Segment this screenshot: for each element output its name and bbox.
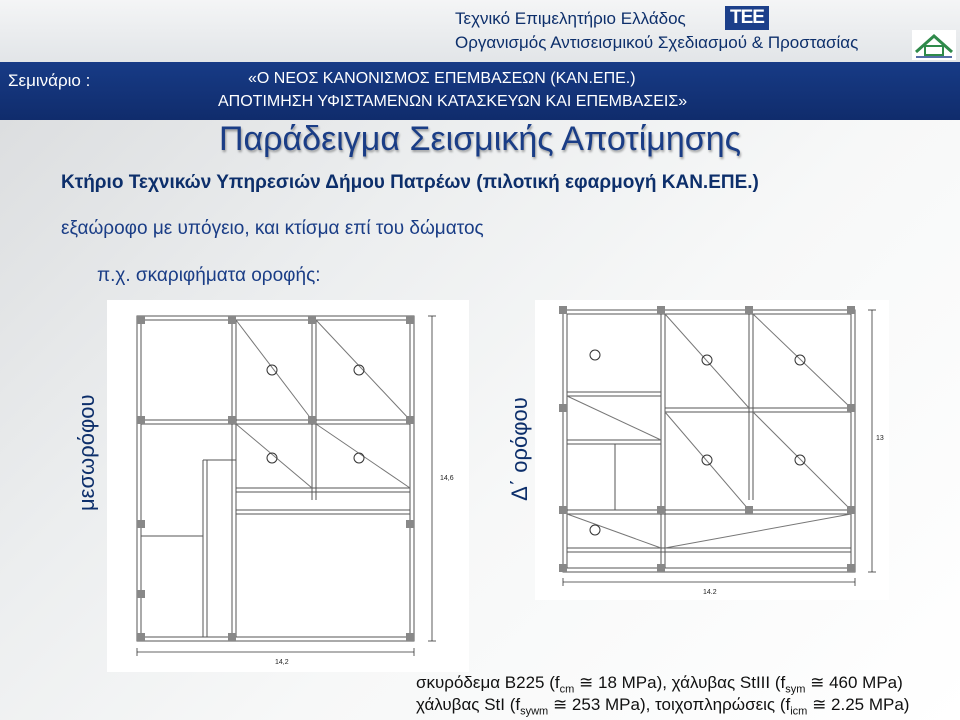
org-name: Τεχνικό Επιμελητήριο Ελλάδος	[455, 9, 686, 28]
steel-sti-text: χάλυβας StI (f	[416, 695, 521, 714]
mezzanine-width-dim: 14,2	[275, 659, 289, 666]
mezzanine-plan-drawing	[107, 300, 469, 672]
mezzanine-ceiling-plan	[107, 300, 469, 672]
concrete-text: σκυρόδεμα B225 (f	[416, 673, 560, 692]
fcm-subscript: cm	[559, 683, 575, 696]
infill-value: ≅ 2.25 MPa)	[807, 695, 910, 714]
fourth-floor-plan-drawing	[535, 300, 889, 600]
seminar-title-line1: «Ο ΝΕΟΣ ΚΑΝΟΝΙΣΜΟΣ ΕΠΕΜΒΑΣΕΩΝ (ΚΑΝ.ΕΠΕ.)	[248, 70, 636, 87]
oasp-logo-icon	[912, 30, 956, 60]
fourth-floor-width-dim: 14.2	[703, 589, 717, 596]
tee-logo: ΤΕΕ	[725, 6, 769, 30]
materials-line2	[416, 695, 909, 717]
storey-description: εξαώροφο με υπόγειο, και κτίσμα επί του δώματος	[61, 218, 484, 239]
building-description: Κτήριο Τεχνικών Υπηρεσιών Δήμου Πατρέων (πιλοτική εφαρμογή ΚΑΝ.ΕΠΕ.)	[61, 172, 759, 193]
fourth-floor-label: Δ΄ ορόφου	[507, 397, 532, 501]
seminar-title-line2: ΑΠΟΤΙΜΗΣΗ ΥΦΙΣΤΑΜΕΝΩΝ ΚΑΤΑΣΚΕΥΩΝ ΚΑΙ ΕΠΕΜΒΑΣΕΙΣ»	[218, 93, 688, 110]
infill-text: ≅ 253 MPa), τοιχοπληρώσεις (f	[548, 695, 791, 714]
fourth-floor-ceiling-plan	[535, 300, 889, 600]
mezzanine-height-dim: 14,6	[440, 475, 454, 482]
sketch-intro: π.χ. σκαριφήματα οροφής:	[97, 265, 321, 286]
fsym-subscript: sym	[785, 683, 806, 696]
steel-stiii-text: ≅ 18 MPa), χάλυβας StIII (f	[574, 673, 786, 692]
seminar-label: Σεμινάριο :	[8, 71, 91, 90]
fsywm-subscript: sywm	[520, 705, 549, 718]
materials-line1	[416, 673, 903, 695]
steel-stiii-value: ≅ 460 MPa)	[805, 673, 903, 692]
ficm-subscript: icm	[790, 705, 808, 718]
org-subtitle: Οργανισμός Αντισεισμικού Σχεδιασμού & Προστασίας	[455, 33, 859, 52]
page-title: Παράδειγμα Σεισμικής Αποτίμησης	[218, 120, 742, 158]
mezzanine-label: μεσωρόφου	[74, 394, 99, 511]
fourth-floor-height-dim: 13	[876, 435, 884, 442]
